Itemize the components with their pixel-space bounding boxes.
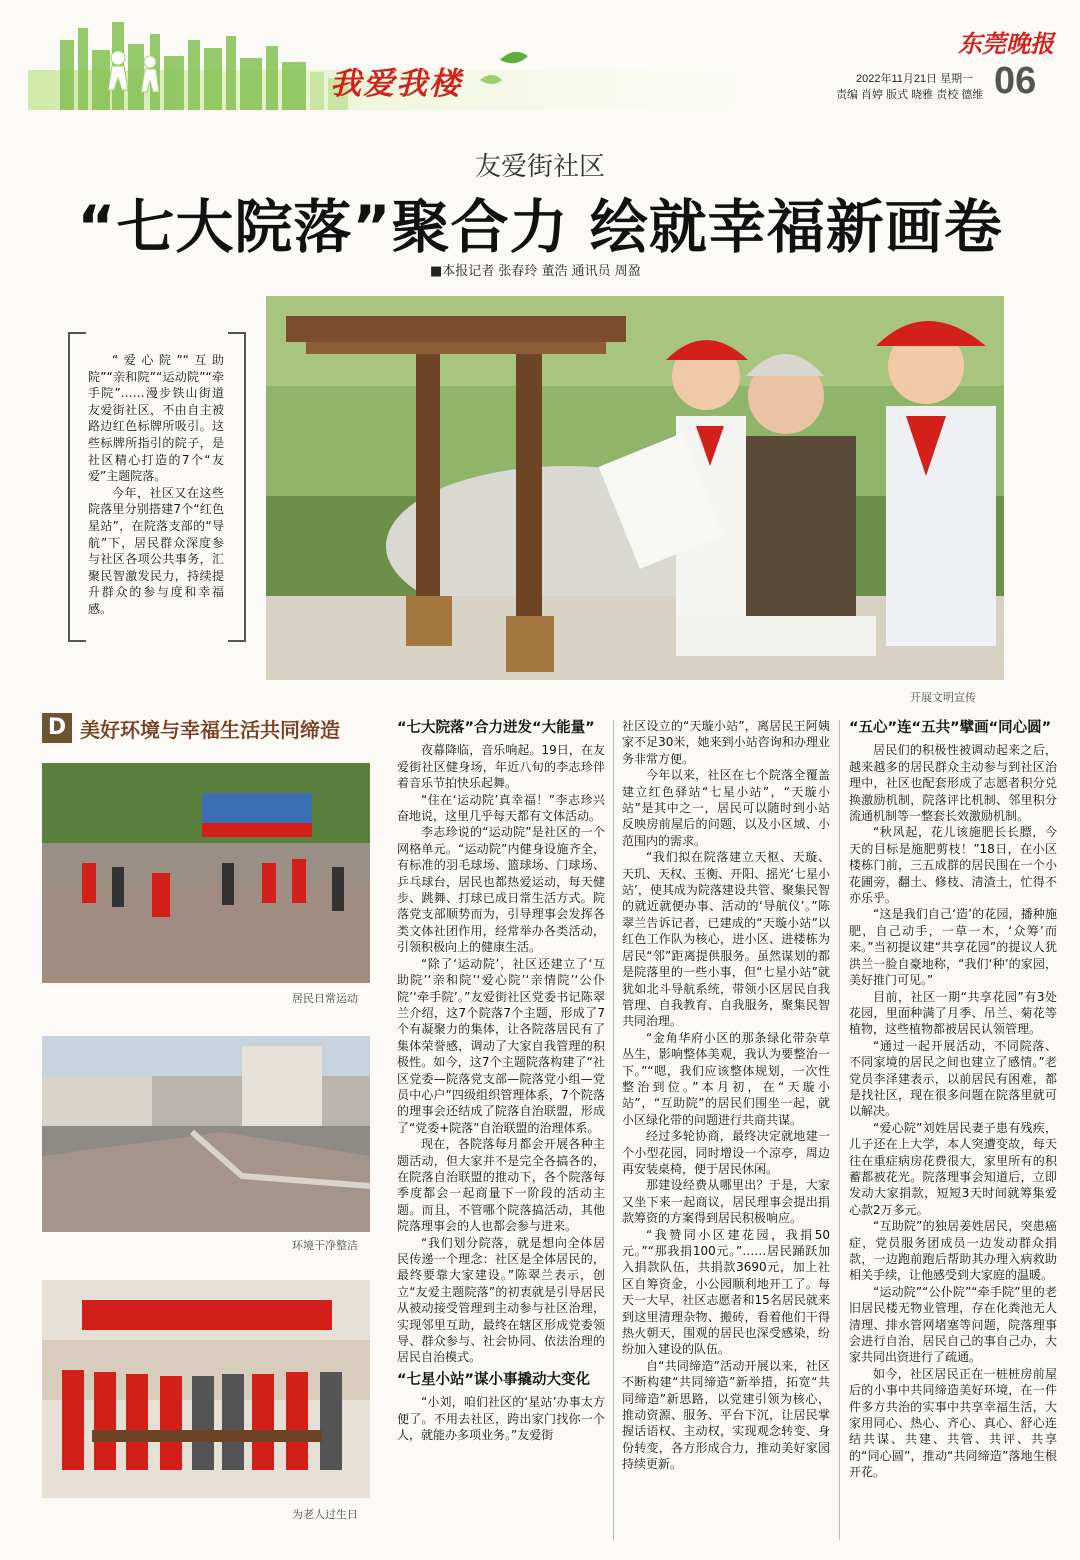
kicker: 友爱街社区: [474, 152, 605, 182]
column-rule: [613, 720, 614, 1540]
paragraph: “小刘，咱们社区的‘星站’办事太方便了。不用去社区，跨出家门找你一个人，就能办多项业务。”友爱街: [397, 1395, 605, 1443]
paragraph: 社区设立的“天璇小站”，离居民王阿姨家不足30米，她来到小站咨询和办理业务非常方便。: [622, 719, 830, 766]
paragraph: “我们拟在院落建立天枢、天璇、天玑、天权、玉衡、开阳、摇光‘七星小站’，使其成为院落建设共管、聚集民智的就近就便办事、活动的‘导航仪’。”陈翠兰告诉记者，已建成的“天璇小站”以红色工作队为核心，进小区、进楼栋为居民“邻”距离提供服务。虽然谋划的都是院落里的一些小事，但“七星小站”就犹如北斗导航系统，带领小区居民自我管理、自我教育、自我服务，聚集民智共同治理。: [622, 850, 830, 1029]
main-photo: [266, 296, 1004, 680]
main-photo-caption: 开展文明宣传: [910, 691, 976, 704]
bracket-left: [68, 332, 86, 642]
photo-elders-birthday: [42, 1280, 370, 1498]
paragraph: “通过一起开展活动，不同院落、不同家境的居民之间也建立了感情。”老党员李泽建表示，以前居民有困难，都是找社区，现在很多问题在院落里就可以解决。: [849, 1038, 1057, 1119]
photo2-caption: 环境干净整洁: [292, 1239, 358, 1252]
bracket-right: [228, 332, 246, 642]
paragraph: 目前，社区一期“共享花园”有3处花园，里面种满了月季、吊兰、菊花等植物，这些植物都被居民认领管理。: [849, 989, 1057, 1037]
paragraph: 居民们的积极性被调动起来之后，越来越多的居民群众主动参与到社区治理中，社区也配套形成了志愿者积分兑换激励机制，院落评比机制、邻里积分流通机制等一整套长效激励机制。: [849, 743, 1057, 824]
photo-residents-exercise: [42, 763, 370, 983]
paragraph: 如今，社区居民正在一桩桩房前屋后的小事中共同缔造美好环境，在一件件多方共治的实事中共享幸福生活，大家用同心、热心、齐心、真心、舒心连结共谋、共建、共管、共评、共享的“同心圆”，推动“共同缔造”落地生根开花。: [849, 1366, 1057, 1480]
paragraph: “这是我们自己‘造’的花园，播种施肥，自己动手，一草一木，‘众筹’而来。”当初提议建“共享花园”的提议人犹洪兰一脸自豪地称，“我们‘种’的家园，美好推门可见。”: [849, 907, 1057, 988]
photo-clean-environment: [42, 1036, 370, 1232]
subheading: “七星小站”谋小事撬动大变化: [397, 1371, 591, 1388]
paragraph: 今年以来，社区在七个院落全覆盖建立红色驿站“七星小站”，“天璇小站”是其中之一，居民可以随时到小站反映房前屋后的问题，以及小区域、小范围内的需求。: [622, 768, 830, 848]
column-name: 我爱我楼: [330, 66, 462, 102]
paragraph: “除了‘运动院’，社区还建立了‘互助院’‘亲和院’‘爱心院’‘亲情院’‘公仆院’‘牵手院’。”友爱街社区党委书记陈翠兰介绍，这7个院落7个主题，形成了7个有凝聚力的集体，让各院落居民有了集体荣誉感，调动了大家自我管理的积极性。如今，这7个主题院落构建了“社区党委—院落党支部—院落党小组—党员中心户”四级组织管理体系，7个院落的理事会还结成了院落自治联盟，形成了“党委+院落”自治联盟的治理体系。: [397, 956, 605, 1135]
paragraph: “互助院”的独居姜姓居民，突患癌症，党员服务团成员一边发动群众捐款，一边跑前跑后帮助其办理入病救助相关手续，让他感受到大家庭的温暖。: [849, 1219, 1057, 1283]
column-rule: [839, 720, 840, 1540]
article-column-2: [622, 718, 830, 1473]
paragraph: “我赞同小区建花园，我捐50元。”“那我捐100元。”……居民踊跃加入捐款队伍，共捐款3690元，加上社区自筹资金，小公园顺利地开工了。每天一大早，社区志愿者和15名居民就来到这里清理杂物、搬砖，看着他们干得热火朝天，围观的居民也深受感染，纷纷加入建设的队伍。: [622, 1227, 830, 1357]
subheading: “五心”连“五共”擘画“同心圆”: [849, 720, 1052, 736]
paragraph: “金角华府小区的那条绿化带杂草丛生，影响整体美观，我认为要整治一下。”“嗯，我们应该整体规划，一次性整治到位。”本月初，在“天璇小站”，“互助院”的居民们围坐一起，就小区绿化带的问题进行共商共谋。: [622, 1030, 830, 1127]
paragraph: “住在‘运动院’真幸福！”李志珍兴奋地说，这里几乎每天都有文体活动。: [397, 792, 605, 824]
paragraph: “我们划分院落，就是想向全体居民传递一个理念：社区是全体居民的，最终要靠大家建设。”陈翠兰表示，创立“友爱主题院落”的初衷就是引导居民从被动接受管理到主动参与社区治理，实现邻里互助，最终在辖区形成党委领导、群众参与、社会协同、依法治理的居民自治模式。: [397, 1235, 605, 1365]
headline: “七大院落”聚合力 绘就幸福新画卷: [77, 193, 1003, 261]
lead-text: [88, 352, 224, 618]
photo3-caption: 为老人过生日: [292, 1508, 358, 1521]
paragraph: 夜幕降临，音乐响起。19日，在友爱街社区健身场，年近八旬的李志珍伴着音乐节拍快乐起舞。: [397, 743, 605, 791]
section-title: 美好环境与幸福生活共同缔造: [80, 718, 340, 742]
masthead: [0, 0, 1080, 125]
lead-paragraph: 今年，社区又在这些院落里分别搭建7个“红色星站”，在院落支部的“导航”下，居民群众深度参与社区各项公共事务，汇聚民智激发民力，持续提升群众的参与度和幸福感。: [88, 485, 224, 616]
photo1-caption: 居民日常运动: [292, 992, 358, 1005]
article-column-1: [397, 718, 605, 1443]
paragraph: “运动院”“公仆院”“牵手院”里的老旧居民楼无物业管理，存在化粪池无人清理、排水管网堵塞等问题，院落理事会进行自治，居民自己的事自己办，大家共同出资进行了疏通。: [849, 1284, 1057, 1365]
subheading: “七大院落”合力迸发“大能量”: [397, 720, 595, 736]
lead-box: [68, 332, 246, 638]
paragraph: “秋风起，花儿该施肥长长膘，今天的目标是施肥剪枝！”18日，在小区楼栋门前，三五成群的居民围在一个小花圃旁，翻土、修枝、清渣土，忙得不亦乐乎。: [849, 825, 1057, 906]
paragraph: 自“共同缔造”活动开展以来，社区不断构建“共同缔造”新举措，拓宽“共同缔造”新思路，以党建引领为核心，推动资源、服务、平台下沉，让居民掌握话语权、主动权，实现观念转变、身份转变，各方形成合力，推动美好家园持续更新。: [622, 1358, 830, 1472]
editor-credits: 责编 肖婷 版式 晓雅 责校 德维: [836, 89, 984, 101]
paragraph: 李志珍说的“运动院”是社区的一个网格单元。“运动院”内健身设施齐全，有标准的羽毛球场、篮球场、门球场、乒乓球台，居民也都热爱运动，每天健步、跳舞、打球已成日常生活方式。院落党支部顺势而为，引导理事会发挥各类文体社团作用，经常举办各类活动，引领积极向上的健康生活。: [397, 825, 605, 955]
byline: ■本报记者 张春玲 董浩 通讯员 周盈: [430, 264, 641, 279]
article-column-3: [849, 718, 1057, 1481]
paper-logo: 东莞晚报: [958, 29, 1054, 58]
paragraph: 经过多轮协商，最终决定就地建一个小型花园，同时增设一个凉亭，周边再安装桌椅，便于居民休闲。: [622, 1129, 830, 1176]
paragraph: 现在，各院落每月都会开展各种主题活动，但大家并不是完全各搞各的，在院落自治联盟的推动下，各个院落每季度都会一起商量下一阶段的活动主题。而且，不管哪个院落搞活动，其他院落理事会的人也都会参与进来。: [397, 1137, 605, 1234]
masthead-banner: [0, 0, 1080, 125]
page-number: 06: [994, 60, 1037, 102]
paragraph: “爱心院”刘姓居民妻子患有残疾，儿子还在上大学，本人突遭变故，每天往在重症病房花费很大，家里所有的积蓄都被花光。院落理事会知道后，立即发动大家捐款，短短3天时间就筹集爱心款2万多元。: [849, 1120, 1057, 1217]
section-icon: D: [42, 713, 72, 743]
issue-date: 2022年11月21日 星期一: [856, 73, 974, 85]
lead-paragraph: “爱心院”“互助院”“亲和院”“运动院”“牵手院”……漫步铁山街道友爱街社区，不由自主被路边红色标牌所吸引。这些标牌所指引的院子，是社区精心打造的7个“友爱”主题院落。: [88, 353, 224, 484]
paragraph: 那建设经费从哪里出？于是，大家又坐下来一起商议，居民理事会提出捐款筹资的方案得到居民积极响应。: [622, 1178, 830, 1226]
